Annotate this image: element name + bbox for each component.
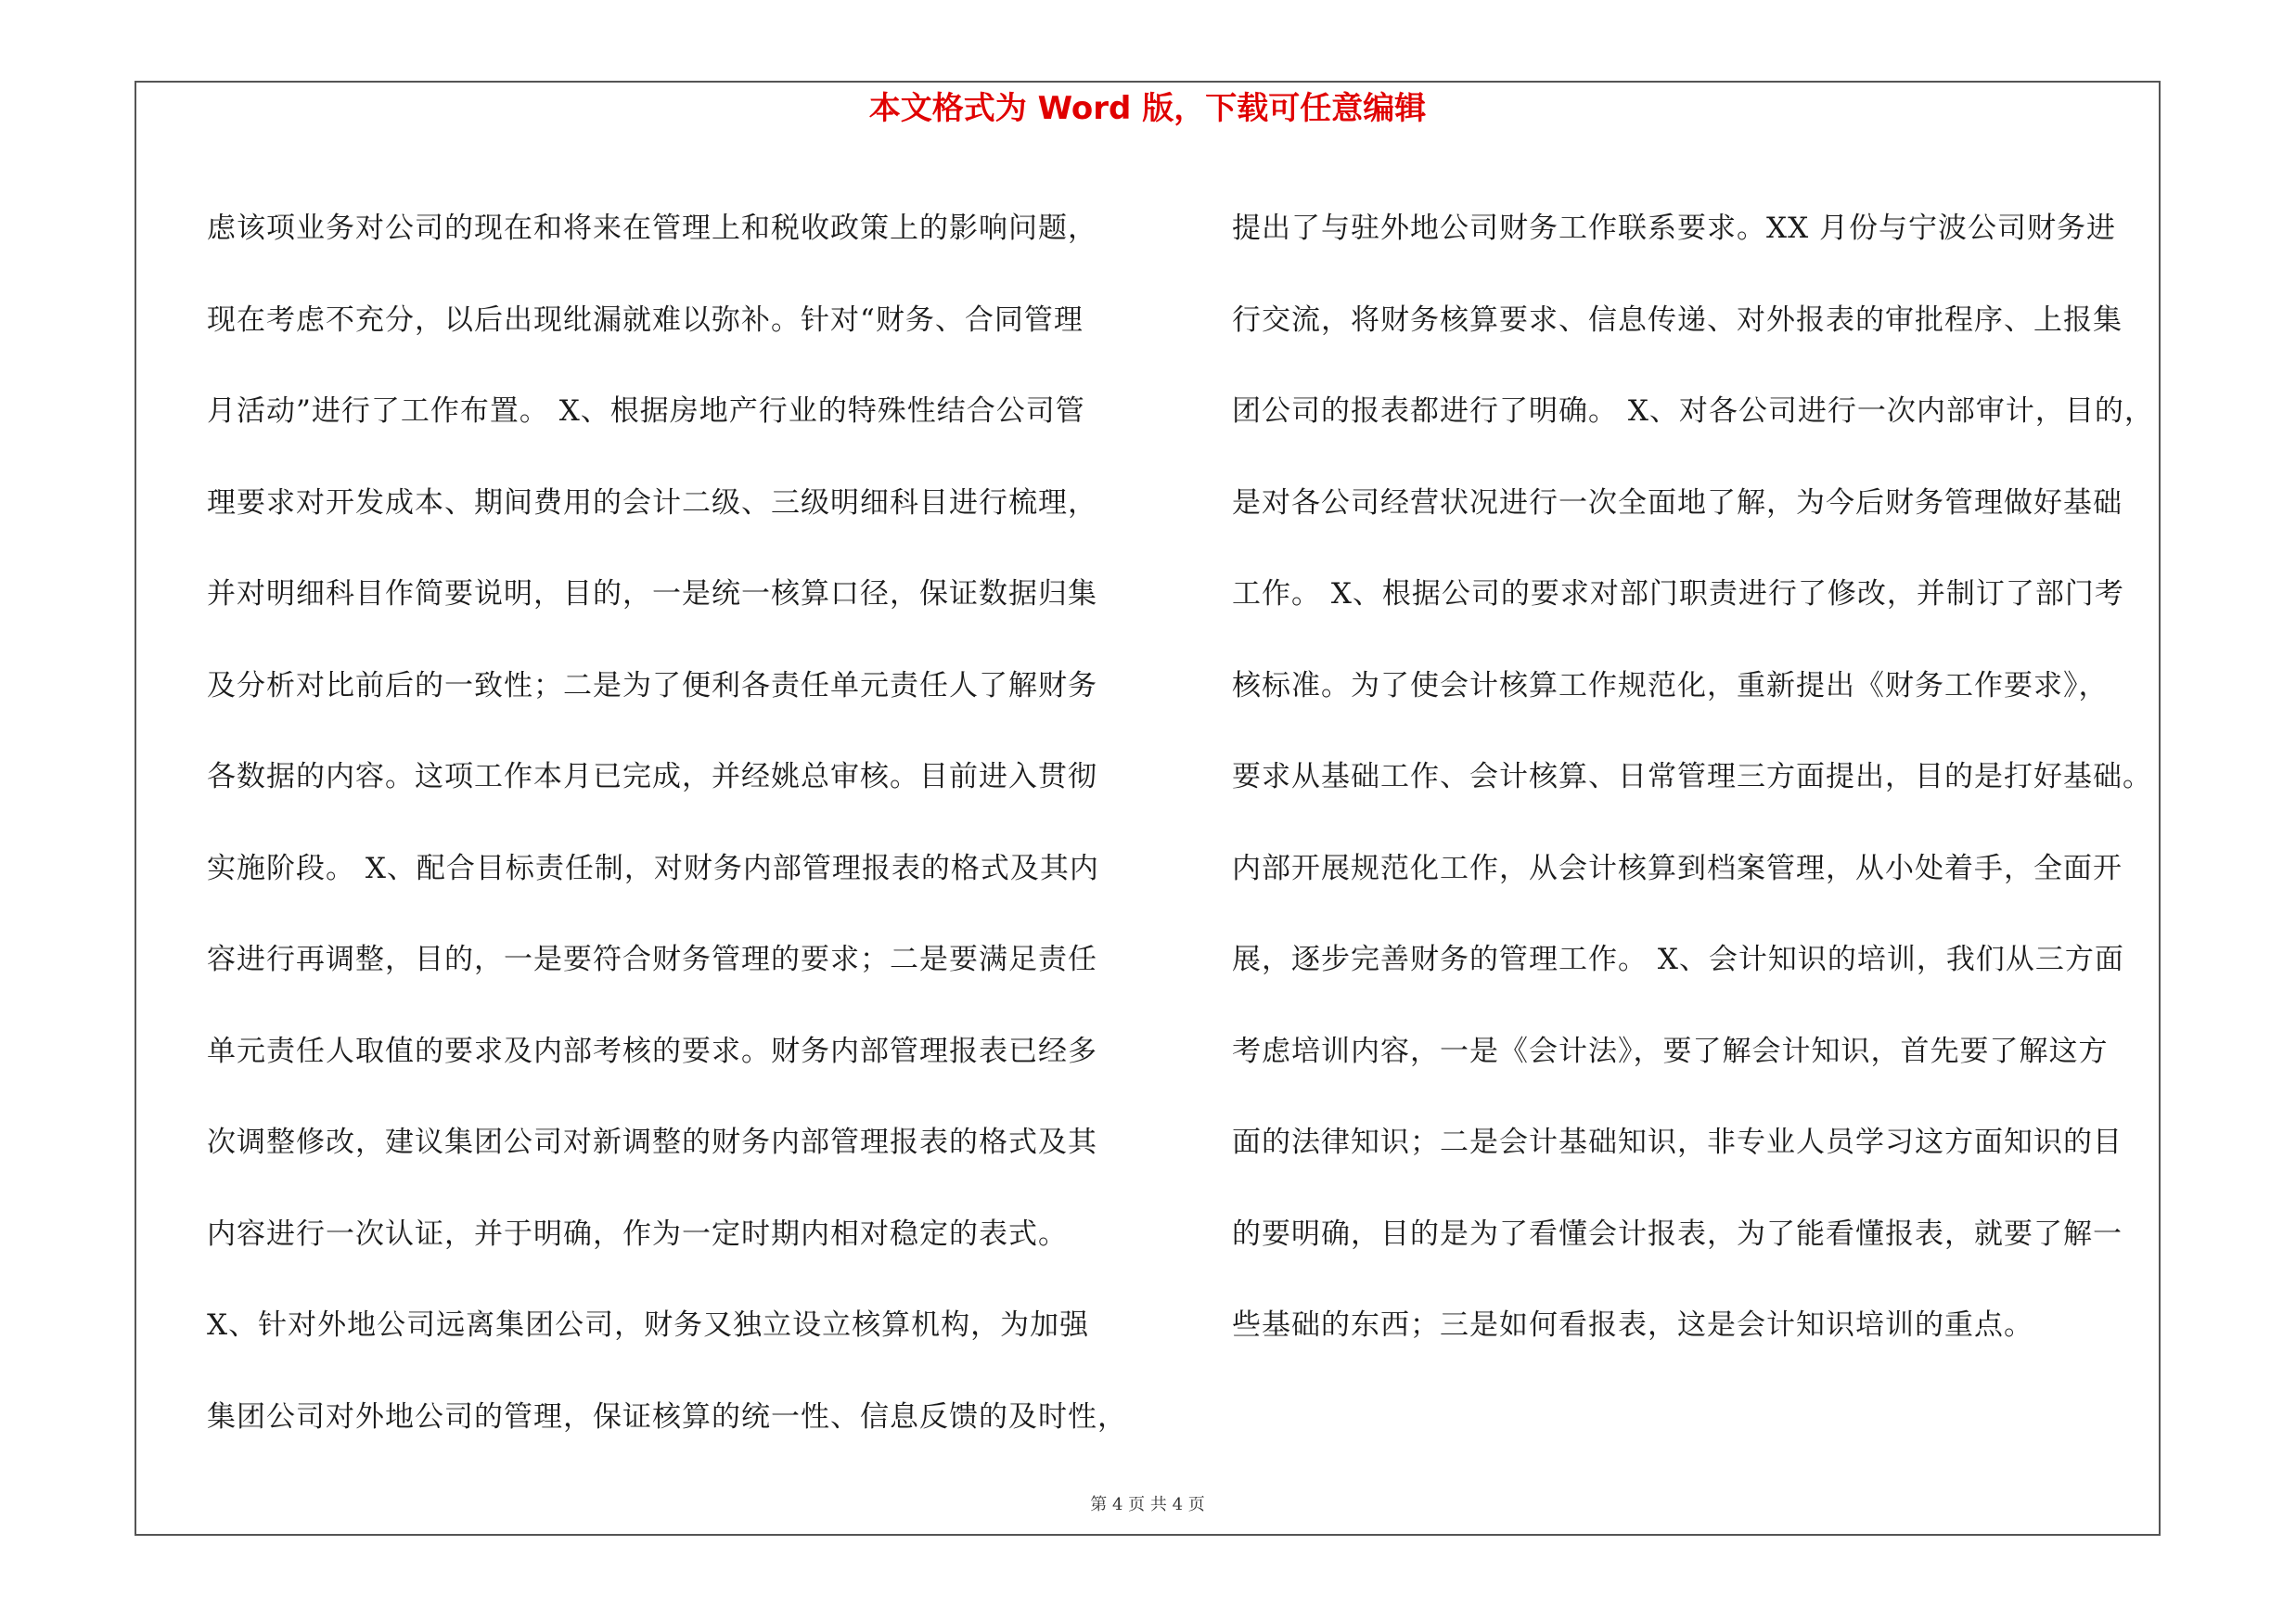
text-line: 内部开展规范化工作，从会计核算到档案管理，从小处着手，全面开 [1232,851,2123,885]
text-line: 行交流，将财务核算要求、信息传递、对外报表的审批程序、上报集 [1232,303,2123,337]
text-line: 月活动”进行了工作布置。 X、根据房地产行业的特殊性结合公司管 [207,394,1085,428]
text-line: 内容进行一次认证，并于明确，作为一定时期内相对稳定的表式。 [207,1217,1068,1251]
format-banner: 本文格式为 Word 版，下载可任意编辑 [868,90,1427,127]
text-line: 的要明确，目的是为了看懂会计报表，为了能看懂报表，就要了解一 [1232,1217,2123,1251]
text-line: 实施阶段。 X、配合目标责任制，对财务内部管理报表的格式及其内 [207,851,1099,885]
page-number-footer: 第 4 页 共 4 页 [1090,1495,1205,1514]
text-line: 些基础的东西；三是如何看报表，这是会计知识培训的重点。 [1232,1308,2033,1342]
text-line: 要求从基础工作、会计核算、日常管理三方面提出，目的是打好基础。 [1232,760,2152,793]
text-line: 团公司的报表都进行了明确。 X、对各公司进行一次内部审计，目的， [1232,394,2154,428]
text-line: 核标准。为了使会计核算工作规范化，重新提出《财务工作要求》， [1232,668,2109,702]
text-line: 面的法律知识；二是会计基础知识，非专业人员学习这方面知识的目 [1232,1126,2123,1159]
text-line: 提出了与驻外地公司财务工作联系要求。XX 月份与宁波公司财务进 [1232,212,2116,245]
text-line: 展，逐步完善财务的管理工作。 X、会计知识的培训，我们从三方面 [1232,943,2124,976]
text-line: 次调整修改，建议集团公司对新调整的财务内部管理报表的格式及其 [207,1126,1097,1159]
text-line: 工作。 X、根据公司的要求对部门职责进行了修改，并制订了部门考 [1232,577,2124,611]
text-line: 单元责任人取值的要求及内部考核的要求。财务内部管理报表已经多 [207,1034,1097,1068]
text-line: 并对明细科目作简要说明，目的，一是统一核算口径，保证数据归集 [207,577,1097,611]
text-line: 是对各公司经营状况进行一次全面地了解，为今后财务管理做好基础 [1232,485,2123,520]
text-line: 考虑培训内容，一是《会计法》，要了解会计知识，首先要了解这方 [1232,1034,2109,1068]
text-line: 现在考虑不充分，以后出现纰漏就难以弥补。针对“财务、合同管理 [207,303,1084,337]
text-line: 集团公司对外地公司的管理，保证核算的统一性、信息反馈的及时性， [207,1399,1127,1434]
left-text-column [207,183,1135,1462]
text-line: 及分析对比前后的一致性；二是为了便利各责任单元责任人了解财务 [207,668,1097,702]
text-line: X、针对外地公司远离集团公司，财务又独立设立核算机构，为加强 [207,1308,1090,1342]
text-line: 理要求对开发成本、期间费用的会计二级、三级明细科目进行梳理， [207,485,1097,520]
text-line: 各数据的内容。这项工作本月已完成，并经姚总审核。目前进入贯彻 [207,760,1097,793]
text-line: 虑该项业务对公司的现在和将来在管理上和税收政策上的影响问题， [207,212,1097,245]
right-text-column [1232,183,2160,1372]
text-line: 容进行再调整，目的，一是要符合财务管理的要求；二是要满足责任 [207,943,1097,976]
